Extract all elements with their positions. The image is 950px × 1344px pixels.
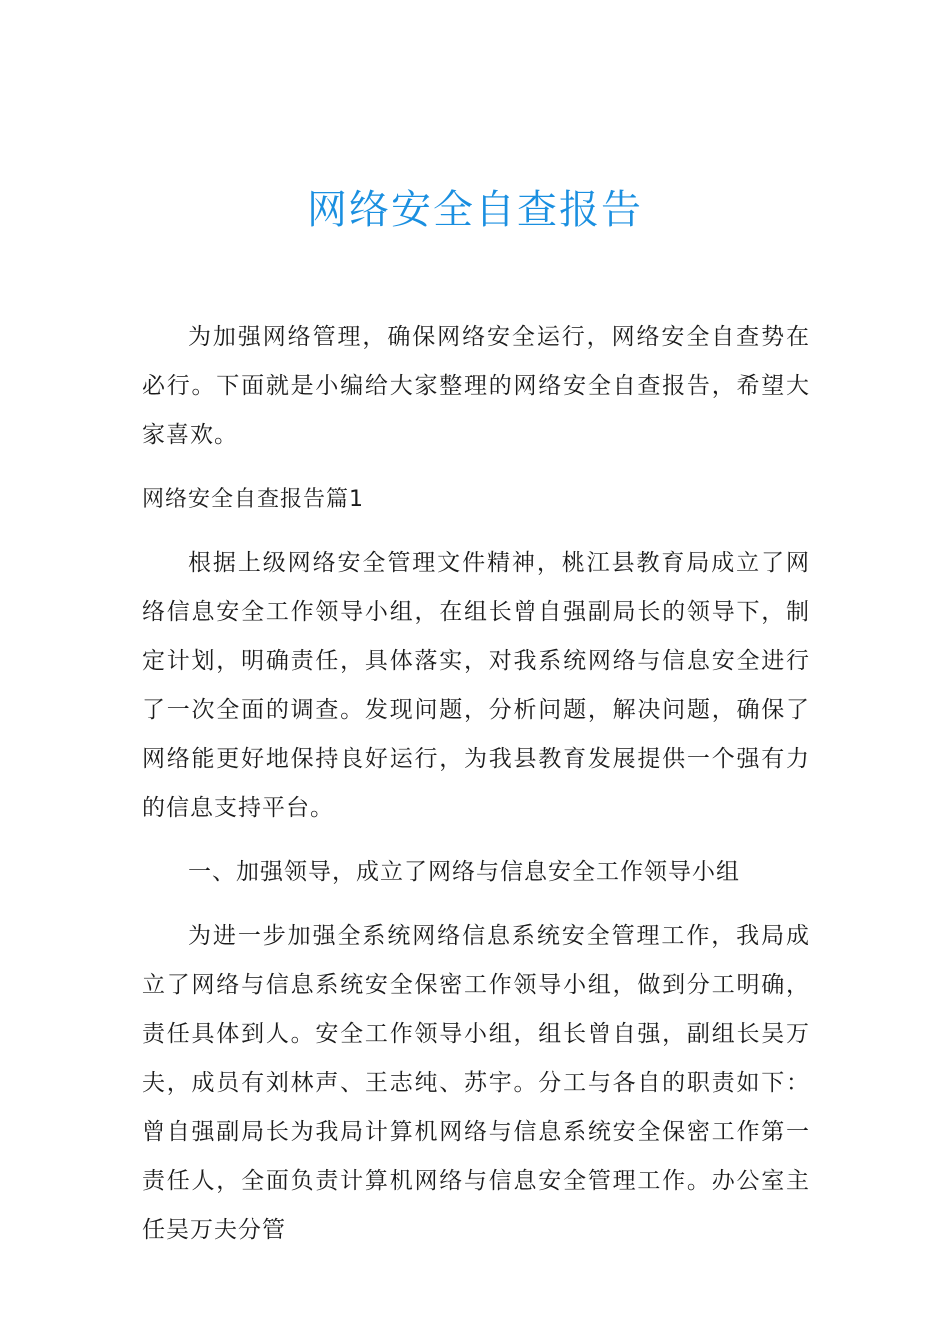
intro-paragraph: 为加强网络管理，确保网络安全运行，网络安全自查势在必行。下面就是小编给大家整理的网络安全自查报告，希望大家喜欢。 <box>142 324 810 448</box>
subheading-1: 一、加强领导，成立了网络与信息安全工作领导小组 <box>188 859 740 885</box>
body-paragraph-2: 为进一步加强全系统网络信息系统安全管理工作，我局成立了网络与信息系统安全保密工作领导小组，做到分工明确，责任具体到人。安全工作领导小组，组长曾自强，副组长吴万夫，成员有刘林声、王志纯、苏宇。分工与各自的职责如下：曾自强副局长为我局计算机网络与信息系统安全保密工作第一责任人，全面负责计算机网络与信息安全管理工作。办公室主任吴万夫分管 <box>142 923 810 1243</box>
document-body <box>142 313 810 1255</box>
section-heading: 网络安全自查报告篇1 <box>142 487 364 512</box>
body-paragraph-1: 根据上级网络安全管理文件精神，桃江县教育局成立了网络信息安全工作领导小组，在组长曾自强副局长的领导下，制定计划，明确责任，具体落实，对我系统网络与信息安全进行了一次全面的调查。发现问题，分析问题，解决问题，确保了网络能更好地保持良好运行，为我县教育发展提供一个强有力的信息支持平台。 <box>142 550 810 821</box>
document-title: 网络安全自查报告 <box>307 187 643 233</box>
